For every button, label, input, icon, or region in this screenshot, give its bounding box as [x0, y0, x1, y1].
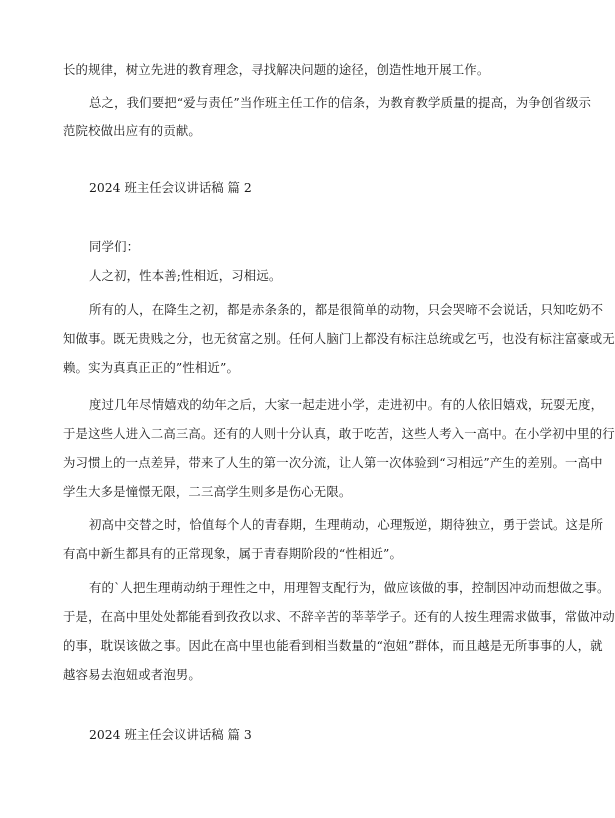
paragraph-line: 学生大多是憧憬无限，二三高学生则多是伤心无限。: [63, 484, 352, 499]
paragraph-line: 总之，我们要把“爱与责任”当作班主任工作的信条，为教育教学质量的提高，为争创省级示: [89, 95, 592, 110]
paragraph-line: 有高中新生都具有的正常现象，属于青春期阶段的“性相近”。: [63, 546, 403, 561]
paragraph-line: 长的规律，树立先进的教育理念，寻找解决问题的途径，创造性地开展工作。: [63, 62, 490, 77]
paragraph-line: 越容易去泡妞或者泡男。: [63, 667, 201, 682]
section-heading-3: 2024 班主任会议讲话稿 篇 3: [89, 727, 252, 742]
paragraph-line: 初高中交替之时，恰值每个人的青春期，生理萌动，心理叛逆，期待独立，勇于尝试。这是所: [89, 517, 604, 532]
paragraph-line: 有的`人把生理萌动纳于理性之中，用理智支配行为，做应该做的事，控制因冲动而想做之事。: [89, 580, 610, 595]
paragraph-line: 人之初，性本善;性相近，习相远。: [89, 268, 282, 283]
section-heading-2: 2024 班主任会议讲话稿 篇 2: [89, 180, 252, 195]
paragraph-line: 的事，耽误该做之事。因此在高中里也能看到相当数量的“泡妞”群体，而且越是无所事事的人，就: [63, 638, 603, 653]
paragraph-line: 所有的人，在降生之初，都是赤条条的，都是很简单的动物，只会哭啼不会说话，只知吃奶不: [89, 302, 604, 317]
paragraph-line: 知做事。既无贵贱之分，也无贫富之别。任何人脑门上都没有标注总统或乞丐，也没有标注富豪或无: [63, 331, 615, 346]
paragraph-line: 为习惯上的一点差异，带来了人生的第一次分流，让人第一次体验到“习相远”产生的差别。一高中: [63, 455, 603, 470]
paragraph-line: 于是，在高中里处处都能看到孜孜以求、不辞辛苦的莘莘学子。还有的人按生理需求做事，常做冲动: [63, 609, 615, 624]
paragraph-line: 于是这些人进入二高三高。还有的人则十分认真，敢于吃苦，这些人考入一高中。在小学初中里的行: [63, 426, 615, 441]
paragraph-line: 度过几年尽情嬉戏的幼年之后，大家一起走进小学，走进初中。有的人依旧嬉戏，玩耍无度，: [89, 397, 604, 412]
salutation: 同学们：: [89, 239, 140, 254]
paragraph-line: 赖。实为真真正正的”性相近”。: [63, 360, 239, 375]
paragraph-line: 范院校做出应有的贡献。: [63, 123, 201, 138]
